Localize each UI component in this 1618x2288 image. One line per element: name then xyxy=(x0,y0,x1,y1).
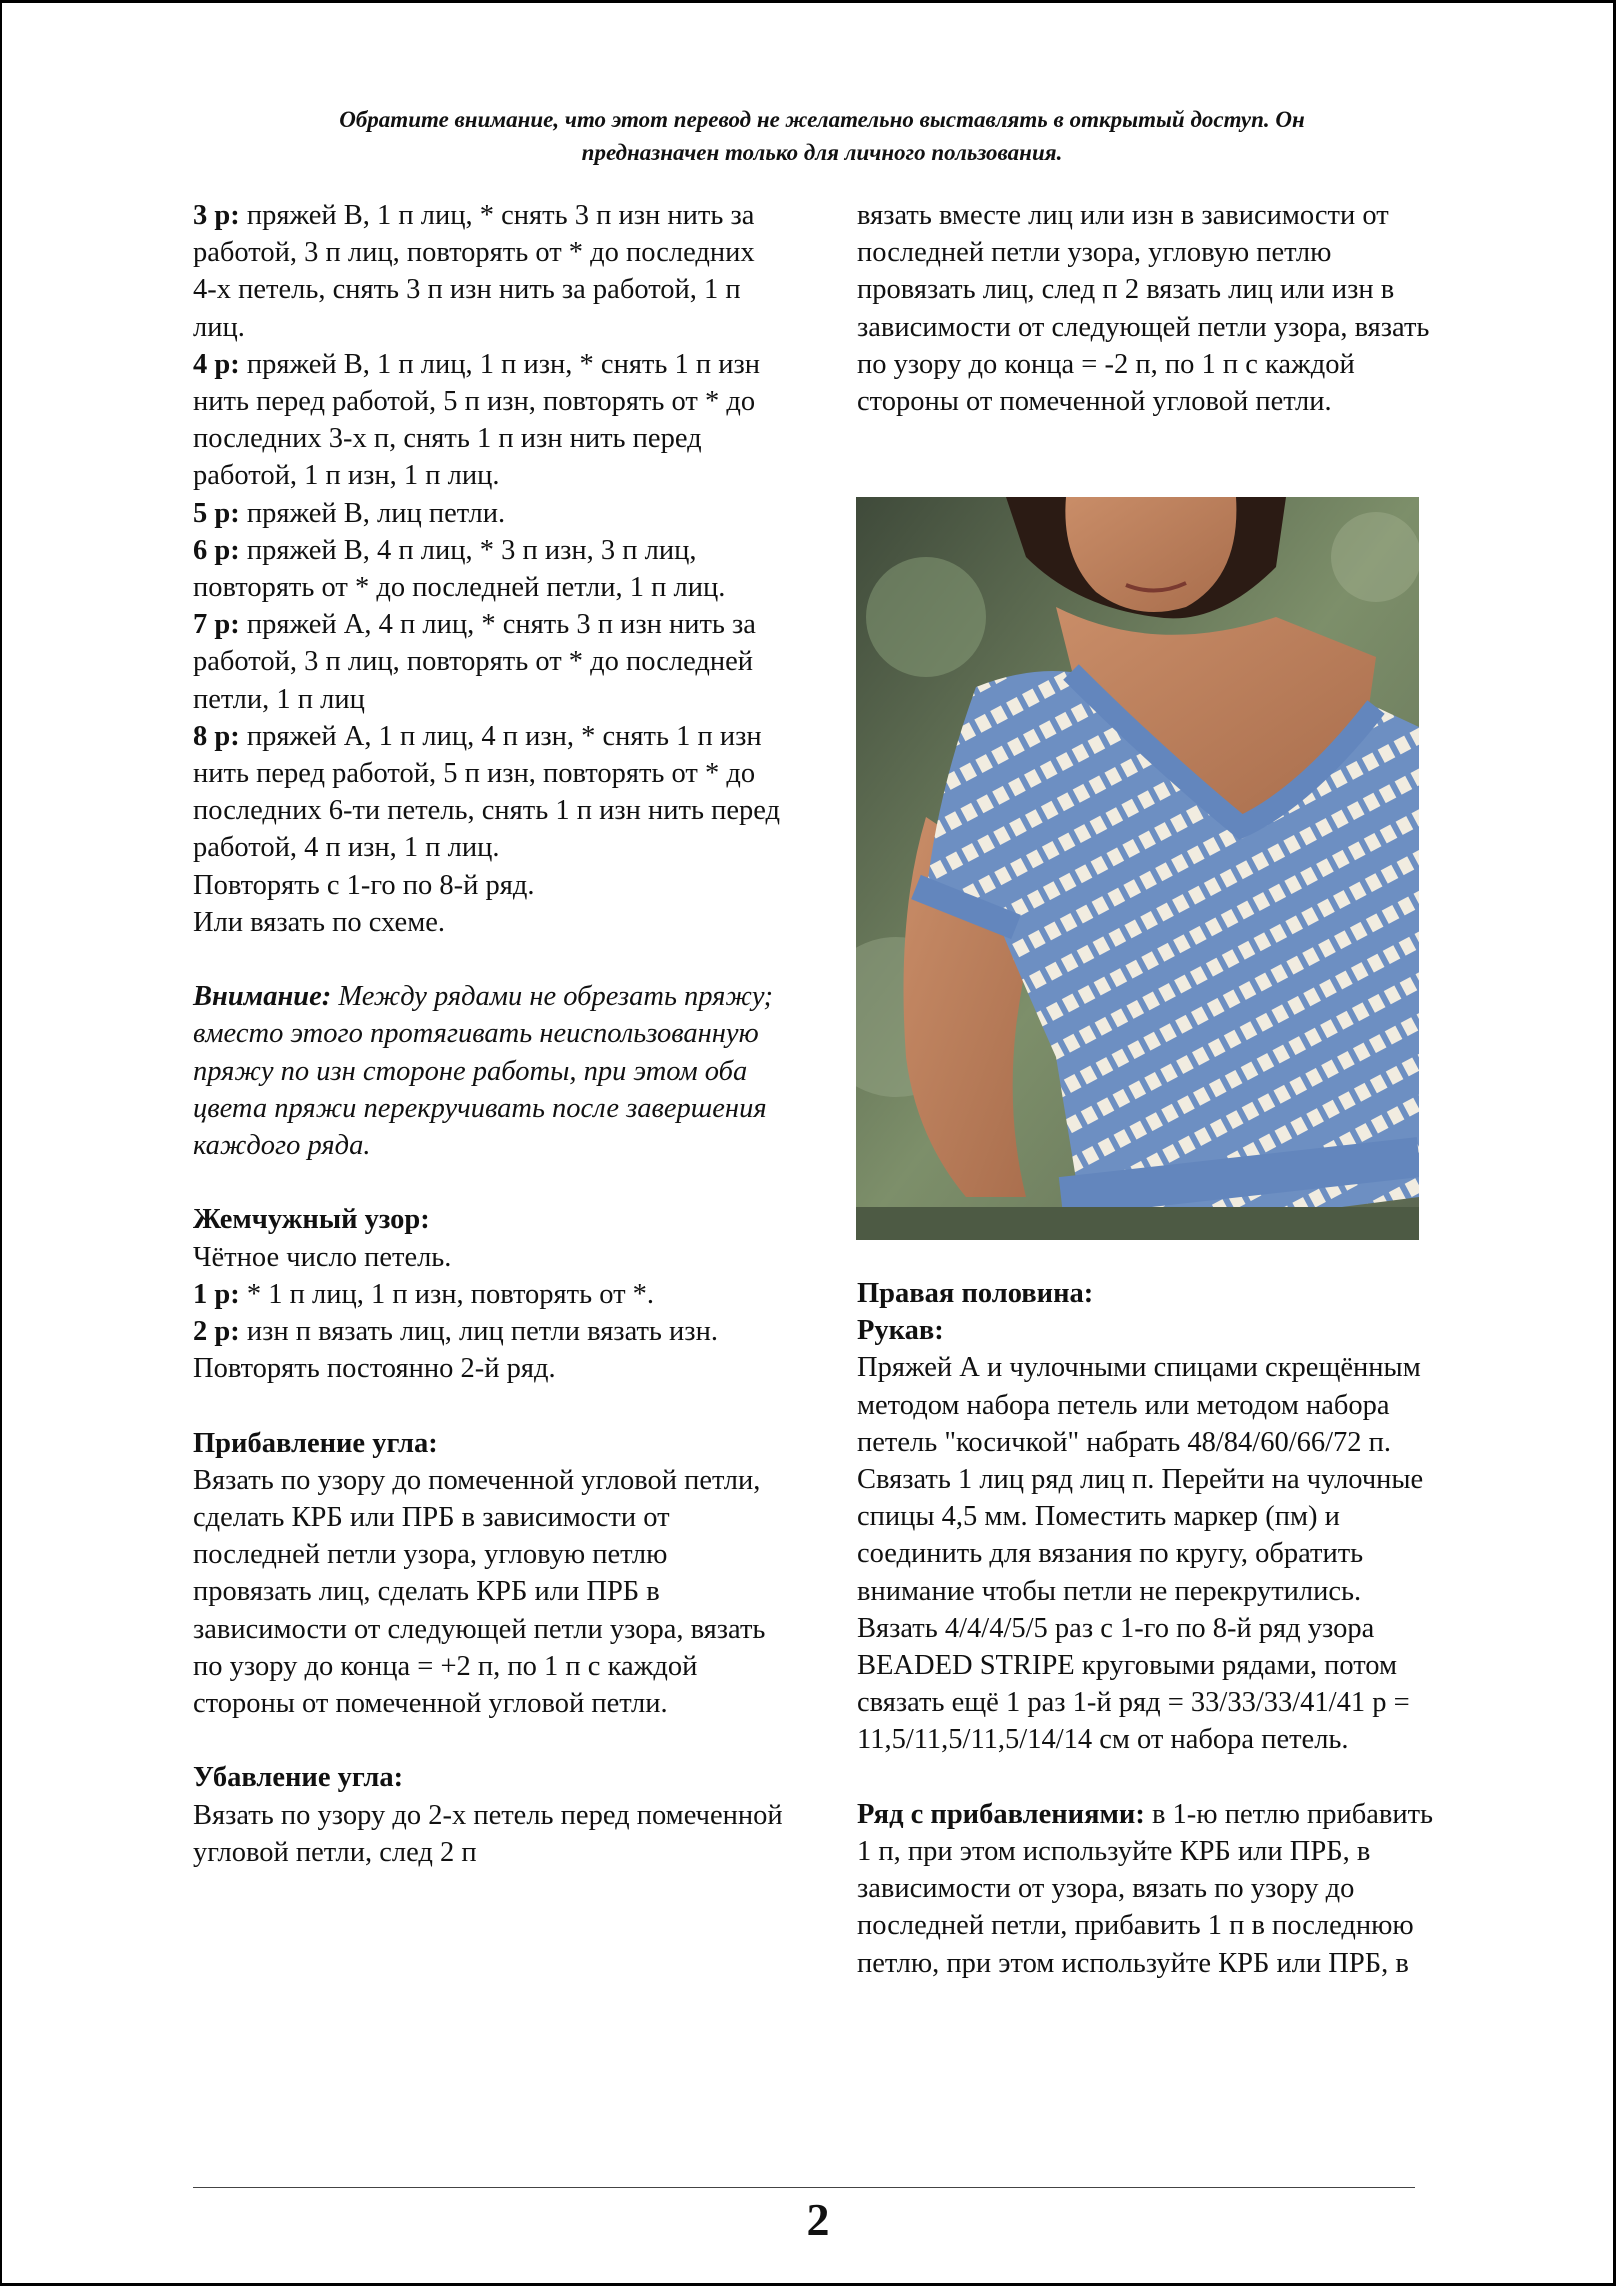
row-label: 2 р: xyxy=(193,1316,240,1348)
row-label: 3 р: xyxy=(193,200,240,231)
attention-text: Между рядами не обрезать пряжу; вместо этого протягивать неиспользованную пряжу по изн стороне работы, при этом оба цвета пряжи перекручивать после завершения каждого ряда. xyxy=(193,981,773,1162)
pearl-pattern-title: Жемчужный узор: xyxy=(193,1204,430,1236)
row-text: пряжей В, 1 п лиц, * снять 3 п изн нить за работой, 3 п лиц, повторять от * до последних 4-х петель, снять 3 п изн нить за работой, 1 п лиц. xyxy=(193,200,755,343)
right-column xyxy=(857,197,1437,420)
spacer xyxy=(857,1759,1437,1796)
row-text: изн п вязать лиц, лиц петли вязать изн. xyxy=(239,1316,718,1348)
row-text: пряжей В, 4 п лиц, * 3 п изн, 3 п лиц, повторять от * до последней петли, 1 п лиц. xyxy=(193,534,726,604)
sweater-photo-image xyxy=(856,497,1419,1240)
pearl-row-1 xyxy=(193,1276,783,1313)
repeat-note: Повторять с 1-го по 8-й ряд. xyxy=(193,869,535,901)
row-4 xyxy=(193,346,783,495)
page-number: 2 xyxy=(806,2194,830,2245)
row-3 xyxy=(193,197,783,346)
corner-increase-title: Прибавление угла: xyxy=(193,1427,438,1459)
row-label: 5 р: xyxy=(193,497,240,529)
corner-decrease-title: Убавление угла: xyxy=(193,1762,404,1794)
row-label: 8 р: xyxy=(193,720,240,752)
corner-increase-text: Вязать по узору до помеченной угловой петли, сделать КРБ или ПРБ в зависимости от последней петли узора, угловую петлю провязать лиц, сделать КРБ или ПРБ в зависимости от следующей петли узора, вязать по узору до конца = +2 п, по 1 п с каждой стороны от помеченной угловой петли. xyxy=(193,1464,766,1720)
attention-note xyxy=(193,978,783,1164)
translation-notice xyxy=(192,103,1452,169)
corner-decrease-text: Вязать по узору до 2-х петель перед помеченной угловой петли, след 2 п xyxy=(193,1799,783,1868)
footer-divider xyxy=(193,2187,1415,2188)
spacer xyxy=(193,1164,783,1201)
sleeve-title: Рукав: xyxy=(857,1315,944,1347)
right-half-title: Правая половина: xyxy=(857,1278,1094,1309)
row-label: 7 р: xyxy=(193,609,240,641)
pearl-even-count: Чётное число петель. xyxy=(193,1241,452,1273)
row-6 xyxy=(193,532,783,606)
sleeve-text: Пряжей А и чулочными спицами скрещённым методом набора петель или методом набора петель "косичкой" набрать 48/84/60/66/72 п. Связать 1 лиц ряд лиц п. Перейти на чулочные спицы 4,5 мм. Поместить маркер (пм) и соединить для вязания по кругу, обратить внимание чтобы петли не перекрутились. Вязать 4/4/4/5/5 раз с 1-го по 8-й ряд узора BEADED STRIPE круговыми рядами, потом связать ещё 1 раз 1-й ряд = 33/33/33/41/41 р = 11,5/11,5/11,5/14/14 см от набора петель. xyxy=(857,1352,1424,1756)
increase-row-text: в 1-ю петлю прибавить 1 п, при этом используйте КРБ или ПРБ, в зависимости от узора, вязать по узору до последней петли, прибавить 1 п в последнюю петлю, при этом используйте КРБ или ПРБ, в xyxy=(857,1798,1434,1979)
attention-label: Внимание: xyxy=(193,981,332,1013)
row-7 xyxy=(193,606,783,718)
pearl-row-2 xyxy=(193,1313,783,1350)
row-text: пряжей А, 4 п лиц, * снять 3 п изн нить за работой, 3 п лиц, повторять от * до последней петли, 1 п лиц xyxy=(193,609,756,715)
row-text: пряжей В, 1 п лиц, 1 п изн, * снять 1 п изн нить перед работой, 5 п изн, повторять от * до последних 3-х п, снять 1 п изн нить перед работой, 1 п изн, 1 п лиц. xyxy=(193,348,761,492)
sweater-photo xyxy=(856,497,1419,1240)
row-text: * 1 п лиц, 1 п изн, повторять от *. xyxy=(239,1278,655,1310)
corner-decrease-continued: вязать вместе лиц или изн в зависимости от последней петли узора, угловую петлю провязать лиц, след п 2 вязать лиц или изн в зависимости от следующей петли узора, вязать по узору до конца = -2 п, по 1 п с каждой стороны от помеченной угловой петли. xyxy=(857,200,1430,418)
left-column xyxy=(193,197,783,1871)
spacer xyxy=(193,1387,783,1424)
right-column-lower xyxy=(857,1275,1437,1982)
row-label: 4 р: xyxy=(193,348,240,380)
notice-line-2: предназначен только для личного пользования. xyxy=(581,140,1063,165)
row-label: 1 р: xyxy=(193,1278,240,1310)
spacer xyxy=(193,1722,783,1759)
row-5 xyxy=(193,495,783,532)
increase-row xyxy=(857,1796,1437,1982)
pearl-repeat: Повторять постоянно 2-й ряд. xyxy=(193,1353,556,1385)
increase-row-label: Ряд с прибавлениями: xyxy=(857,1798,1145,1830)
row-text: пряжей А, 1 п лиц, 4 п изн, * снять 1 п изн нить перед работой, 5 п изн, повторять от * до последних 6-ти петель, снять 1 п изн нить перед работой, 4 п изн, 1 п лиц. xyxy=(193,720,781,864)
chart-note: Или вязать по схеме. xyxy=(193,906,446,938)
notice-line-1: Обратите внимание, что этот перевод не желательно выставлять в открытый доступ. Он xyxy=(339,107,1305,132)
row-text: пряжей В, лиц петли. xyxy=(239,497,506,529)
spacer xyxy=(193,941,783,978)
row-8 xyxy=(193,718,783,867)
row-label: 6 р: xyxy=(193,534,240,566)
